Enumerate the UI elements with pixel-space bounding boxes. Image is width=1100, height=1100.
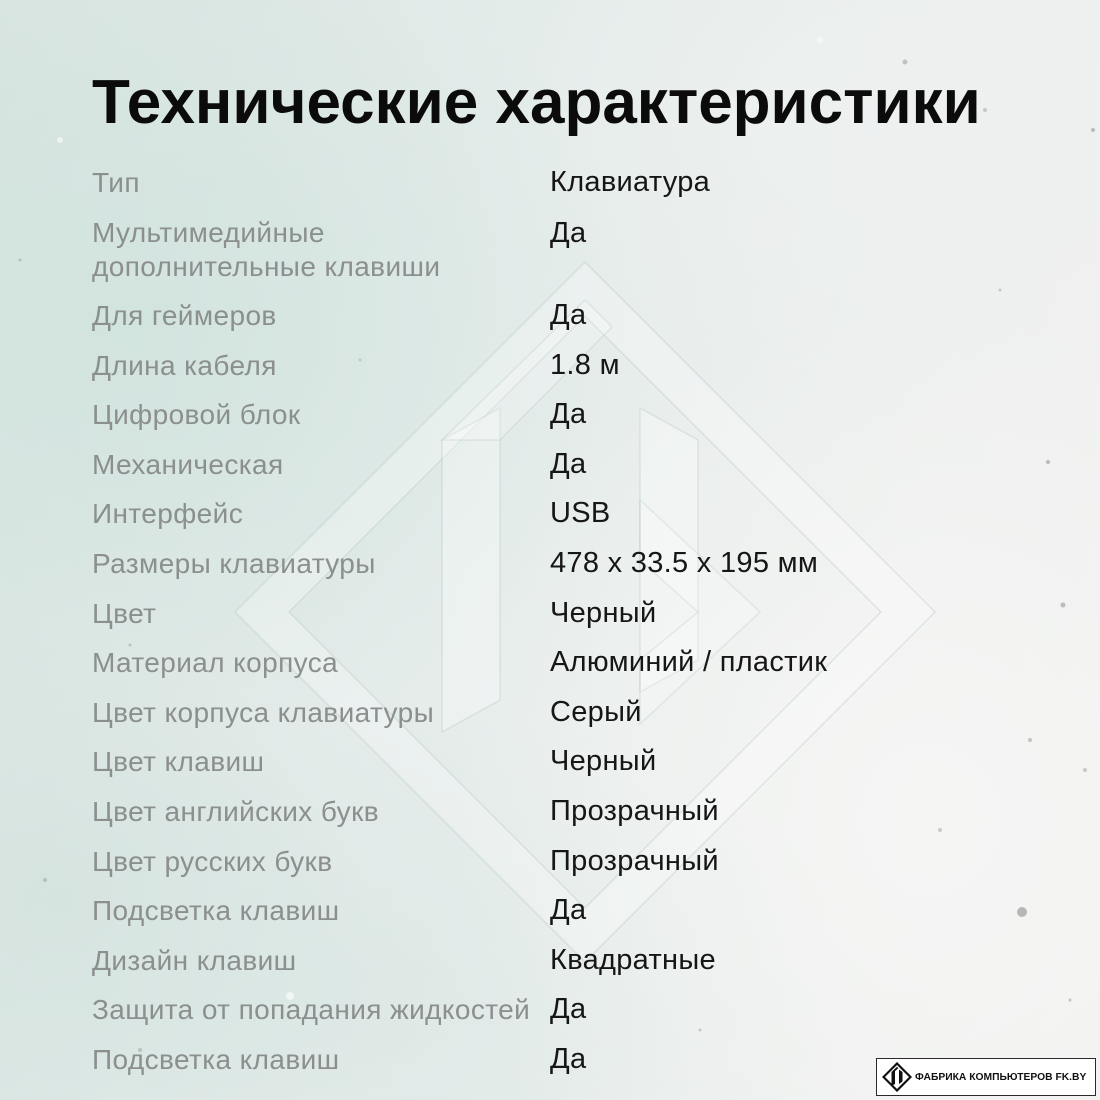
spec-label: Тип xyxy=(92,167,140,198)
spec-value: Прозрачный xyxy=(550,844,719,877)
spec-row xyxy=(92,787,1052,837)
spec-value: Да xyxy=(550,398,587,431)
spec-value: Да xyxy=(550,216,587,249)
spec-row xyxy=(92,589,1052,639)
spec-row xyxy=(92,886,1052,936)
spec-label: Материал корпуса xyxy=(92,647,339,679)
spec-value: 1.8 м xyxy=(550,348,620,381)
spec-value: Черный xyxy=(550,596,657,629)
spec-row xyxy=(92,341,1052,391)
spec-value: USB xyxy=(550,497,611,530)
spec-value: 478 x 33.5 x 195 мм xyxy=(550,546,819,579)
spec-label: Для геймеров xyxy=(92,299,277,331)
spec-label: Размеры клавиатуры xyxy=(92,547,376,579)
spec-value: Да xyxy=(550,993,587,1026)
spec-label: Механическая xyxy=(92,448,284,480)
spec-value: Да xyxy=(550,298,587,331)
spec-row xyxy=(92,390,1052,440)
spec-row xyxy=(92,489,1052,539)
spec-value: Прозрачный xyxy=(550,794,719,827)
spec-label: Длина кабеля xyxy=(92,349,277,381)
spec-label: Подсветка клавиш xyxy=(92,895,340,927)
fk-logo-icon xyxy=(882,1062,912,1092)
spec-label: Интерфейс xyxy=(92,498,244,530)
spec-label: Подсветка клавиш xyxy=(92,1043,340,1075)
spec-label: Защита от попадания жидкостей xyxy=(92,994,531,1026)
spec-value: Серый xyxy=(550,695,642,728)
spec-row xyxy=(92,837,1052,887)
spec-row xyxy=(92,737,1052,787)
spec-value: Да xyxy=(550,1042,587,1075)
spec-row xyxy=(92,158,1052,208)
spec-label: Дизайн клавиш xyxy=(92,944,297,976)
spec-label: Мультимедийные дополнительные клавиши xyxy=(92,216,441,282)
brand-badge xyxy=(876,1058,1096,1096)
spec-row xyxy=(92,936,1052,986)
spec-row xyxy=(92,440,1052,490)
spec-row xyxy=(92,539,1052,589)
badge-label: ФАБРИКА КОМПЬЮТЕРОВ FK.BY xyxy=(915,1071,1087,1083)
spec-label: Цвет корпуса клавиатуры xyxy=(92,696,435,728)
spec-row xyxy=(92,208,1052,291)
spec-value: Черный xyxy=(550,745,657,778)
spec-value: Да xyxy=(550,447,587,480)
spec-row xyxy=(92,985,1052,1035)
spec-label: Цифровой блок xyxy=(92,399,301,431)
spec-row xyxy=(92,638,1052,688)
spec-value: Да xyxy=(550,894,587,927)
spec-list xyxy=(92,158,1052,1084)
spec-label: Цвет английских букв xyxy=(92,795,379,827)
spec-label: Цвет клавиш xyxy=(92,746,265,778)
spec-value: Клавиатура xyxy=(550,166,711,198)
page-title: Технические характеристики xyxy=(92,68,981,137)
spec-label: Цвет xyxy=(92,597,157,629)
spec-value: Квадратные xyxy=(550,943,716,976)
spec-label: Цвет русских букв xyxy=(92,845,333,877)
spec-value: Алюминий / пластик xyxy=(550,646,828,679)
spec-row xyxy=(92,688,1052,738)
spec-row xyxy=(92,291,1052,341)
